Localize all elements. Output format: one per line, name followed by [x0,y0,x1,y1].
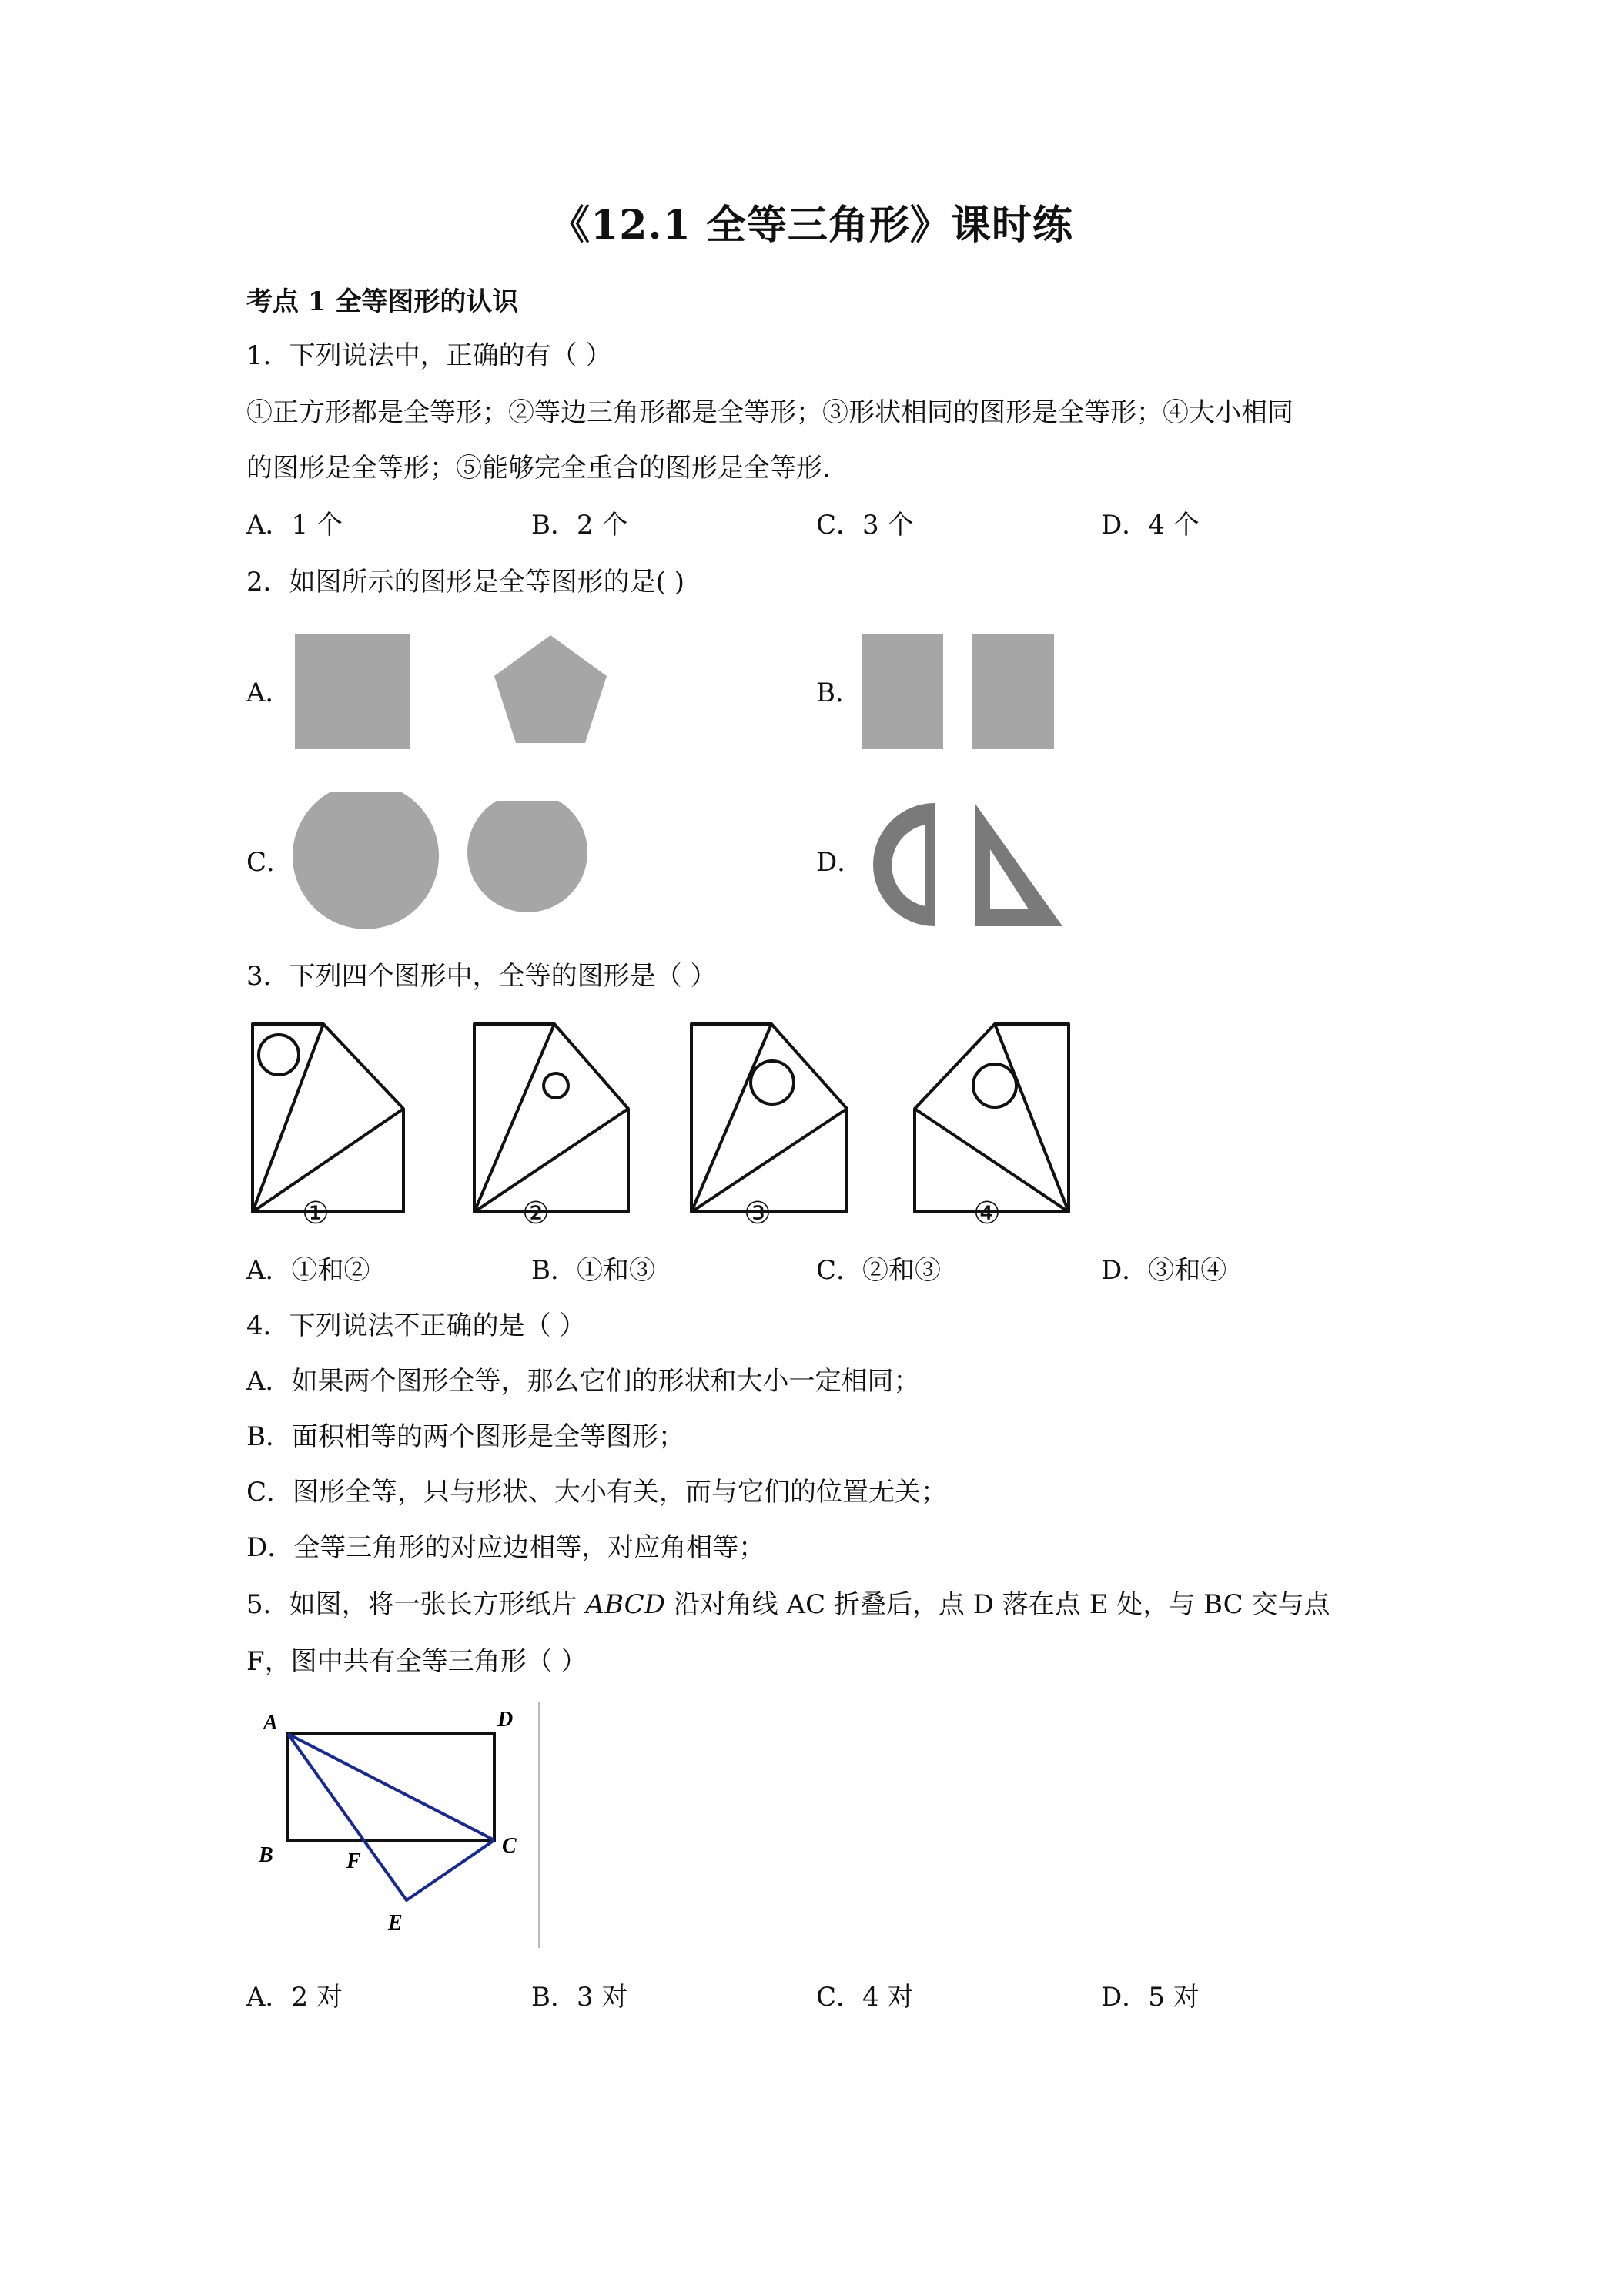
square-shape [295,634,410,749]
q5-option-d: D．5 对 [1101,1982,1200,2013]
half-circle-shape [873,803,935,926]
point-label-e: E [388,1911,403,1935]
rectangle-shape-2 [972,634,1054,749]
q2-figure-b [858,628,1059,766]
q3-figure-label-1: ① [302,1196,330,1231]
point-label-a: A [263,1711,278,1735]
q5-option-a: A．2 对 [246,1982,343,2013]
q5-stem-post: 沿对角线 AC 折叠后，点 D 落在点 E 处，与 BC 交与点 [664,1589,1330,1620]
q1-option-c: C．3 个 [816,510,914,541]
q2-label-d: D． [816,847,864,878]
triangle-ruler-shape [975,803,1062,926]
point-label-f: F [346,1849,361,1873]
page-title: 《12.1 全等三角形》课时练 [550,202,1073,249]
q2-label-a: A． [246,678,292,708]
small-circle-shape [467,801,587,912]
q1-text-line1: ①正方形都是全等形；②等边三角形都是全等形；③形状相同的图形是全等形；④大小相同 [246,397,1293,428]
q4-option-c: C．图形全等，只与形状、大小有关，而与它们的位置无关； [246,1477,948,1508]
q3-figure-2 [474,1024,628,1212]
q4-option-b: B．面积相等的两个图形是全等图形； [246,1421,684,1452]
q5-stem-line2: F，图中共有全等三角形（ ） [246,1646,587,1677]
q3-figure-label-4: ④ [973,1196,1001,1231]
q3-figure-1 [253,1024,403,1212]
q5-stem-line1 [246,1589,1330,1620]
q3-figure-label-2: ② [522,1196,550,1231]
q1-option-a: A．1 个 [246,510,343,541]
rectangle-shape-1 [862,634,943,749]
q3-option-a: A．①和② [246,1255,370,1286]
pentagon-shape [494,635,607,743]
q3-option-d: D．③和④ [1101,1255,1227,1286]
q5-stem-pre: 5．如图，将一张长方形纸片 [246,1589,586,1620]
point-label-d: D [497,1708,514,1732]
q4-stem: 4．下列说法不正确的是（ ） [246,1310,586,1341]
section-heading: 考点 1 全等图形的认识 [246,286,519,317]
q2-stem: 2．如图所示的图形是全等图形的是( ) [246,567,684,597]
q3-figure-3 [691,1024,847,1212]
q2-figure-c [293,785,616,932]
q2-figure-a [293,628,616,766]
q2-label-b: B． [816,678,862,708]
q1-option-b: B．2 个 [531,510,628,541]
q3-figure-4 [915,1024,1069,1212]
point-label-c: C [502,1834,517,1858]
q2-label-c: C． [246,847,293,878]
q3-figure-label-3: ③ [744,1196,771,1231]
fold-lines [288,1734,494,1900]
q2-figure-d [870,797,1070,928]
q5-option-b: B．3 对 [531,1982,628,2013]
q1-text-line2: 的图形是全等形；⑤能够完全重合的图形是全等形. [246,453,831,484]
q3-option-b: B．①和③ [531,1255,655,1286]
q3-option-c: C．②和③ [816,1255,942,1286]
q3-stem: 3．下列四个图形中，全等的图形是（ ） [246,961,717,992]
q1-option-d: D．4 个 [1101,510,1200,541]
large-circle-shape [293,792,439,929]
q5-stem-abcd: ABCD [585,1589,665,1620]
point-label-b: B [259,1843,273,1867]
q5-option-c: C．4 对 [816,1982,914,2013]
q4-option-a: A．如果两个图形全等，那么它们的形状和大小一定相同； [246,1366,920,1397]
q5-figure [246,1694,570,1956]
q4-option-d: D．全等三角形的对应边相等，对应角相等； [246,1532,765,1563]
q1-stem: 1．下列说法中，正确的有（ ） [246,340,612,371]
